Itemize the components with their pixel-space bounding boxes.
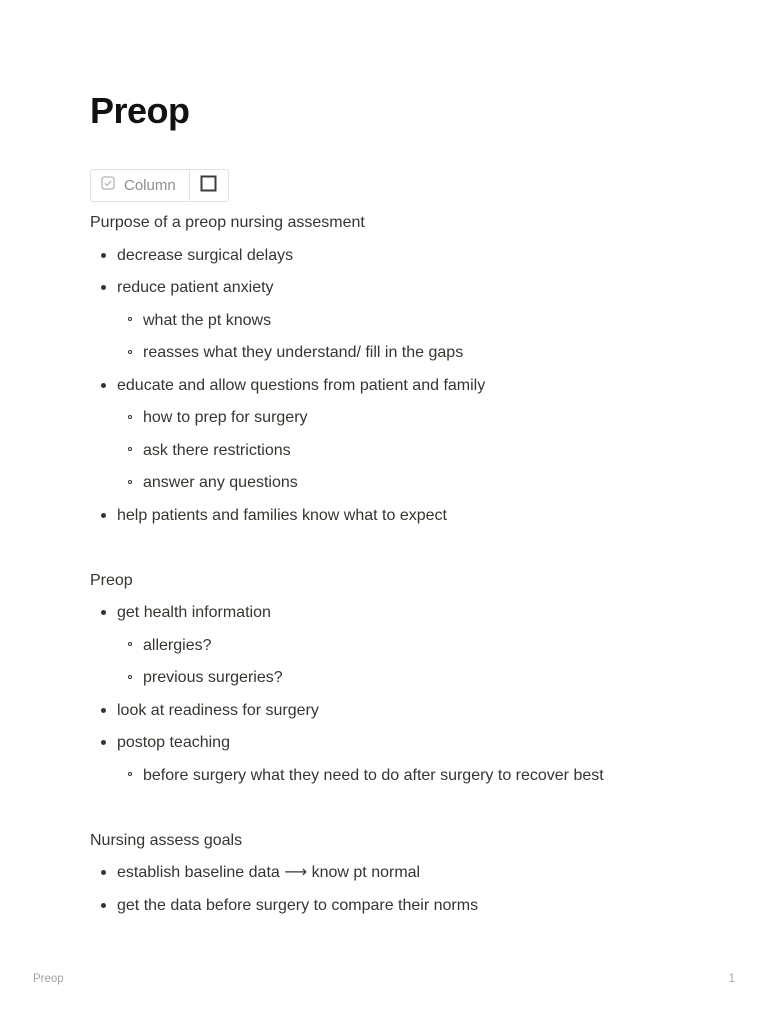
bullet-disc-icon	[101, 253, 106, 258]
section-heading: Purpose of a preop nursing assesment	[90, 214, 365, 231]
list-item-text: look at readiness for surgery	[117, 701, 319, 719]
list-item-text: before surgery what they need to do after surgery to recover best	[143, 766, 604, 784]
list-item-text: how to prep for surgery	[143, 409, 308, 426]
section-heading: Preop	[90, 571, 133, 589]
bullet-disc-icon	[101, 513, 106, 518]
bullet-circle-icon	[128, 480, 132, 484]
section-preop	[90, 569, 678, 797]
column-widget-row	[90, 169, 678, 202]
column-widget-label: Column	[124, 177, 176, 194]
bullet-disc-icon	[101, 903, 106, 908]
section-nursing-assess-goals	[90, 829, 678, 927]
list-item	[90, 699, 678, 732]
column-widget	[90, 169, 229, 202]
list-item-text: previous surgeries?	[143, 669, 283, 686]
checked-checkbox-icon	[101, 176, 115, 195]
bullet-disc-icon	[101, 610, 106, 615]
list-item	[90, 601, 678, 634]
list-item-text: postop teaching	[117, 734, 230, 751]
list-item-text: decrease surgical delays	[117, 246, 294, 264]
bullet-disc-icon	[101, 870, 106, 875]
empty-checkbox[interactable]	[190, 170, 228, 201]
bullet-circle-icon	[128, 350, 132, 354]
list-item	[90, 861, 678, 894]
list-item	[90, 504, 678, 537]
section-purpose	[90, 211, 678, 536]
footer-document-name: Preop	[33, 973, 64, 985]
section-spacer	[90, 796, 678, 829]
document-body	[90, 211, 678, 926]
bullet-circle-icon	[128, 772, 132, 776]
section-heading: Nursing assess goals	[90, 831, 243, 849]
bullet-circle-icon	[128, 675, 132, 679]
list-item-text: educate and allow questions from patient and family	[117, 376, 486, 394]
sub-list-item	[90, 634, 678, 667]
empty-checkbox-icon	[200, 175, 217, 197]
list-item	[90, 731, 678, 764]
footer-page-number: 1	[728, 973, 735, 985]
sub-list-item	[90, 439, 678, 472]
sub-list-item	[90, 471, 678, 504]
column-toggle[interactable]	[91, 170, 189, 201]
list-item-text: ask there restrictions	[143, 441, 291, 459]
list-item-text: what the pt knows	[143, 311, 272, 329]
bullet-disc-icon	[101, 285, 106, 290]
list-item-text: reasses what they understand/ fill in the gaps	[143, 344, 464, 361]
list-item-text: establish baseline data ⟶ know pt normal	[117, 864, 421, 881]
page-footer	[33, 973, 735, 985]
bullet-circle-icon	[128, 447, 132, 451]
bullet-circle-icon	[128, 317, 132, 321]
bullet-disc-icon	[101, 708, 106, 713]
list-item-text: get the data before surgery to compare their norms	[117, 896, 479, 914]
list-item-text: answer any questions	[143, 474, 298, 491]
page-title: Preop	[90, 90, 190, 131]
list-item	[90, 276, 678, 309]
list-item-text: help patients and families know what to expect	[117, 506, 447, 524]
bullet-disc-icon	[101, 740, 106, 745]
section-spacer	[90, 536, 678, 569]
sub-list-item	[90, 764, 678, 797]
sub-list-item	[90, 341, 678, 374]
sub-list-item	[90, 309, 678, 342]
bullet-circle-icon	[128, 642, 132, 646]
bullet-circle-icon	[128, 415, 132, 419]
list-item	[90, 244, 678, 277]
list-item	[90, 374, 678, 407]
list-item-text: reduce patient anxiety	[117, 279, 274, 296]
list-item-text: get health information	[117, 604, 271, 621]
sub-list-item	[90, 666, 678, 699]
sub-list-item	[90, 406, 678, 439]
list-item	[90, 894, 678, 927]
bullet-disc-icon	[101, 383, 106, 388]
list-item-text: allergies?	[143, 636, 212, 654]
